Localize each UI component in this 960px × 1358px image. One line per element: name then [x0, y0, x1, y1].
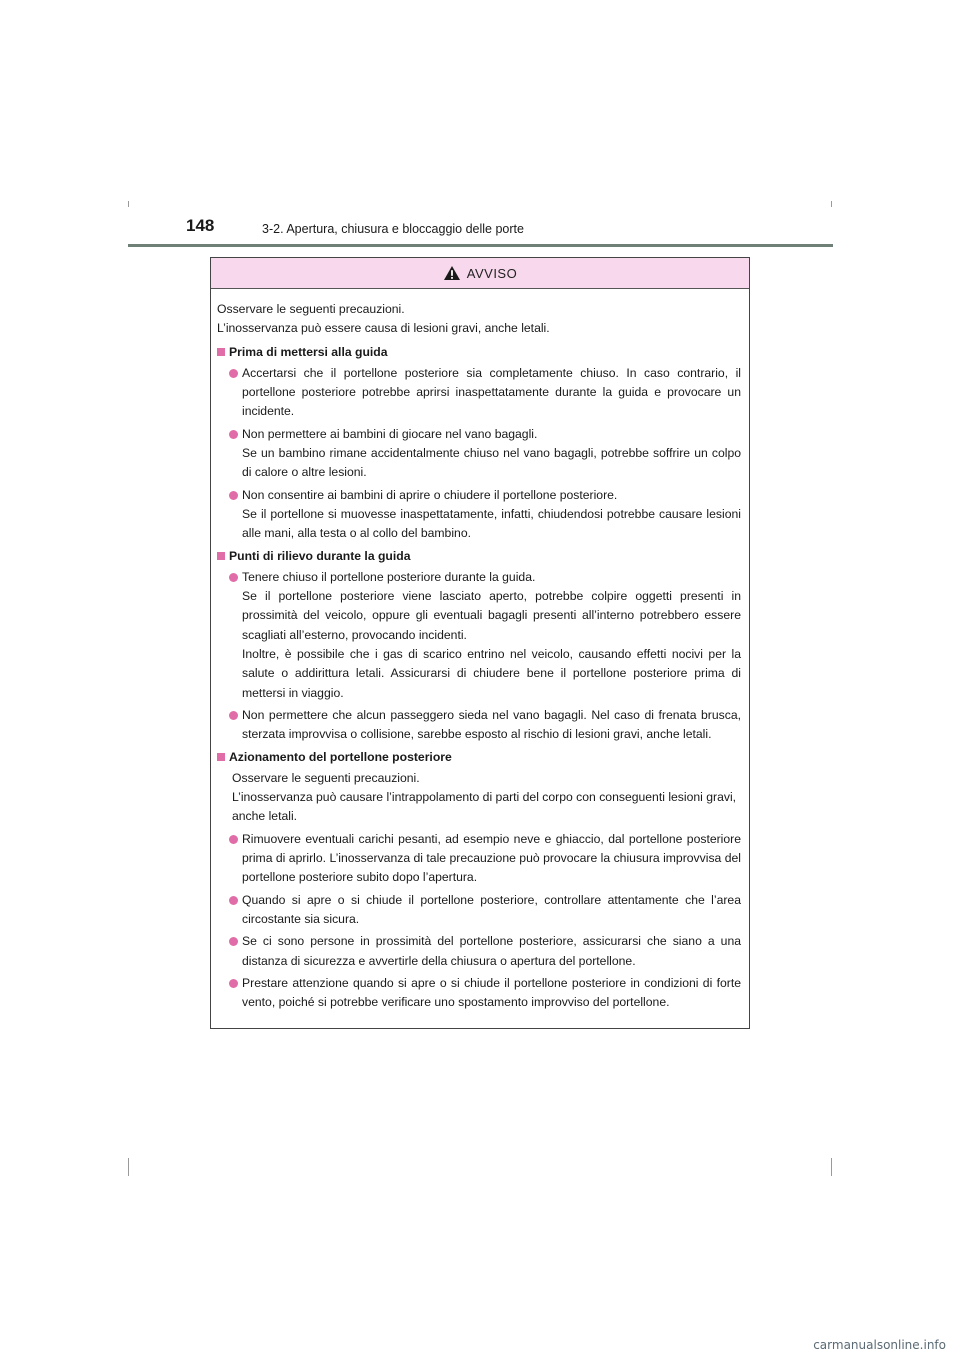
section-intro-line: Osservare le seguenti precauzioni.	[232, 770, 420, 785]
bullet-paragraph: Non permettere che alcun passeggero sieda nel vano bagagli. Nel caso di frenata brusca, sterzata improvvisa o collisione, sarebbe esposto al rischio di lesioni gravi, anche letali.	[242, 707, 741, 742]
crop-mark	[831, 201, 832, 207]
warning-triangle-icon	[443, 265, 461, 281]
bullet-item	[217, 364, 741, 422]
section-heading-text: Punti di rilievo durante la guida	[229, 548, 411, 563]
bullet-item	[217, 486, 741, 544]
section-title: 3-2. Apertura, chiusura e bloccaggio delle porte	[262, 222, 524, 236]
circle-bullet-icon	[229, 896, 238, 905]
square-bullet-icon	[217, 753, 225, 761]
bullet-paragraph: Non permettere ai bambini di giocare nel vano bagagli.	[242, 426, 538, 441]
circle-bullet-icon	[229, 979, 238, 988]
crop-mark	[128, 201, 129, 207]
bullet-paragraph: Se il portellone si muovesse inaspettatamente, infatti, chiudendosi potrebbe causare lesioni alle mani, alla testa o al collo del bambino.	[242, 506, 741, 541]
bullet-paragraph: Inoltre, è possibile che i gas di scarico entrino nel veicolo, causando effetti nocivi per la salute o addirittura letali. Assicurarsi di chiudere bene il portellone posteriore prima di mettersi in viaggio.	[242, 647, 741, 700]
bullet-item	[217, 932, 741, 971]
square-bullet-icon	[217, 348, 225, 356]
page-number: 148	[186, 216, 215, 235]
crop-mark	[831, 1158, 832, 1176]
circle-bullet-icon	[229, 430, 238, 439]
bullet-paragraph: Se il portellone posteriore viene lasciato aperto, potrebbe colpire oggetti presenti in prossimità del veicolo, oppure gli eventuali bagagli presenti all’interno potrebbero essere scagliati all’esterno, provocando incidenti.	[242, 589, 741, 642]
section-heading-text: Prima di mettersi alla guida	[229, 344, 388, 359]
section-heading	[217, 343, 741, 362]
circle-bullet-icon	[229, 937, 238, 946]
bullet-paragraph: Se ci sono persone in prossimità del portellone posteriore, assicurarsi che siano a una distanza di sicurezza e avvertirle della chiusura o apertura del portellone.	[242, 934, 741, 968]
bullet-item	[217, 425, 741, 483]
circle-bullet-icon	[229, 369, 238, 378]
circle-bullet-icon	[229, 711, 238, 720]
circle-bullet-icon	[229, 573, 238, 582]
warning-intro	[217, 300, 741, 339]
warning-body	[211, 289, 749, 1012]
bullet-paragraph: Non consentire ai bambini di aprire o chiudere il portellone posteriore.	[242, 487, 618, 502]
intro-line: L’inosservanza può essere causa di lesioni gravi, anche letali.	[217, 321, 550, 336]
bullet-item	[217, 568, 741, 703]
bullet-paragraph: Accertarsi che il portellone posteriore sia completamente chiuso. In caso contrario, il portellone posteriore potrebbe aprirsi inaspettatamente durante la guida e provocare un incidente.	[242, 365, 741, 419]
bullet-paragraph: Rimuovere eventuali carichi pesanti, ad esempio neve e ghiaccio, dal portellone posteriore prima di aprirlo. L’inosservanza di tale precauzione può provocare la chiusura improvvisa del portellone posteriore subito dopo l’apertura.	[242, 831, 741, 885]
warning-box	[210, 257, 750, 1029]
bullet-paragraph: Se un bambino rimane accidentalmente chiuso nel vano bagagli, potrebbe soffrire un colpo di calore o altre lesioni.	[242, 446, 741, 480]
section-heading	[217, 547, 741, 566]
watermark: carmanualsonline.info	[813, 1338, 946, 1352]
square-bullet-icon	[217, 552, 225, 560]
intro-line: Osservare le seguenti precauzioni.	[217, 302, 405, 316]
bullet-paragraph: Tenere chiuso il portellone posteriore durante la guida.	[242, 569, 536, 584]
bullet-item	[217, 830, 741, 888]
crop-mark	[128, 1158, 129, 1176]
section-heading-text: Azionamento del portellone posteriore	[229, 749, 452, 764]
section-heading	[217, 748, 741, 767]
section-intro-line: L’inosservanza può causare l’intrappolamento di parti del corpo con conseguenti lesioni gravi, anche letali.	[232, 790, 737, 824]
bullet-item	[217, 891, 741, 930]
circle-bullet-icon	[229, 835, 238, 844]
header-rule	[128, 244, 833, 247]
warning-header	[211, 258, 749, 289]
circle-bullet-icon	[229, 491, 238, 500]
warning-label: AVVISO	[466, 265, 518, 281]
bullet-item	[217, 974, 741, 1013]
bullet-item	[217, 706, 741, 745]
bullet-paragraph: Prestare attenzione quando si apre o si chiude il portellone posteriore in condizioni di forte vento, poiché si potrebbe verificare uno spostamento improvviso del portellone.	[242, 975, 741, 1010]
section-intro	[217, 769, 741, 827]
bullet-paragraph: Quando si apre o si chiude il portellone posteriore, controllare attentamente che l’area circostante sia sicura.	[242, 892, 741, 926]
